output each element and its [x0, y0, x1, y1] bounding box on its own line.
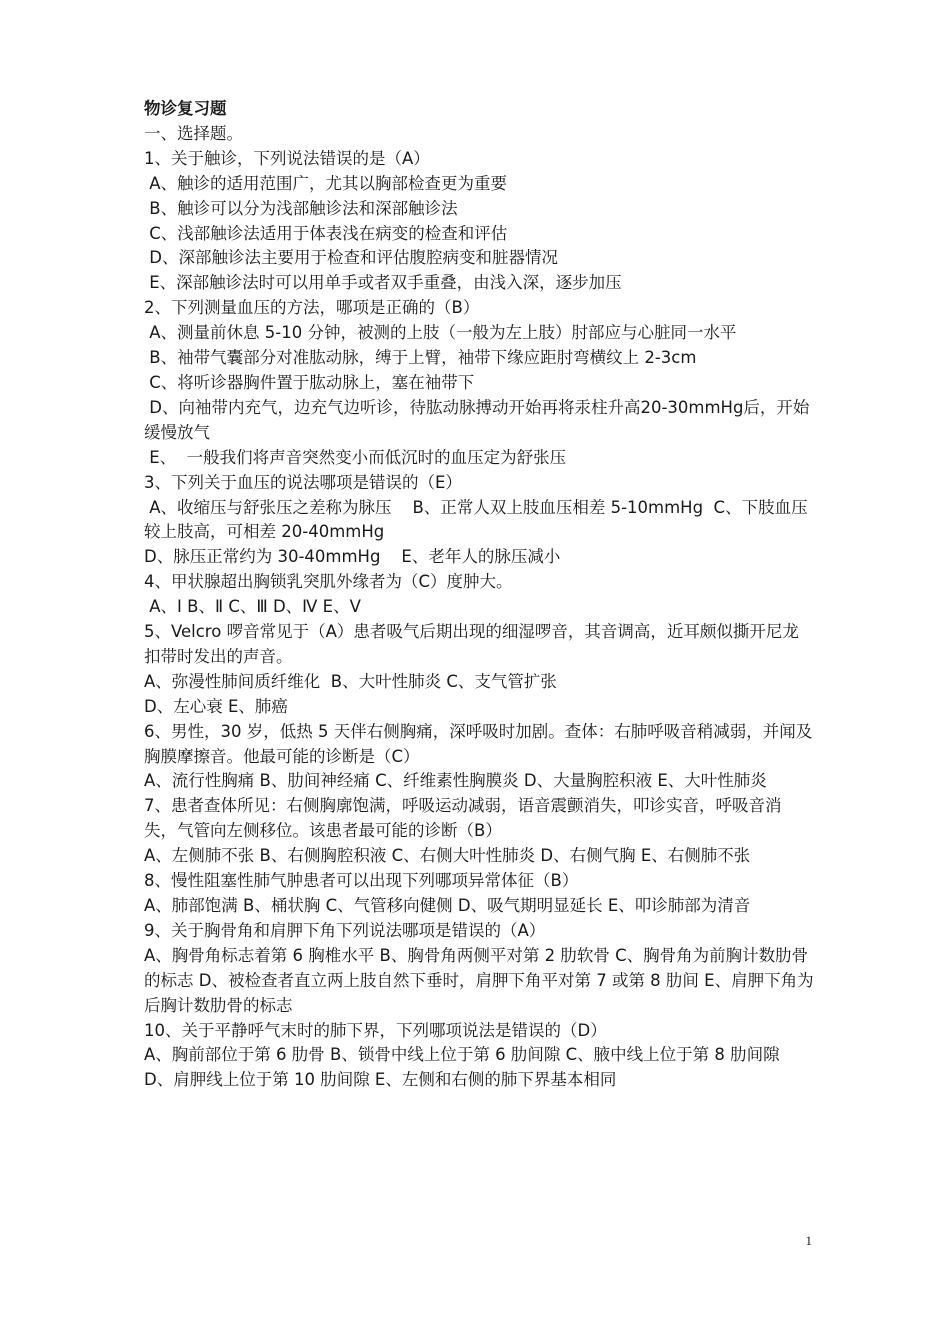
text-line: 2、下列测量血压的方法，哪项是正确的（B） — [144, 298, 480, 318]
text-line: 8、慢性阻塞性肺气肿患者可以出现下列哪项异常体征（B） — [144, 871, 579, 891]
text-line: A、胸骨角标志着第 6 胸椎水平 B、胸骨角两侧平对第 2 肋软骨 C、胸骨角为前胸计数肋骨的标志 D、被检查者直立两上肢自然下垂时，肩胛下角平对第 7 或第 8 肋间 E、肩胛下角为后胸计数肋骨的标志 — [144, 945, 814, 1015]
text-line: 1、关于触诊，下列说法错误的是（A） — [144, 148, 430, 168]
text-line: A、胸前部位于第 6 肋骨 B、锁骨中线上位于第 6 肋间隙 C、腋中线上位于第 8 肋间隙 D、肩胛线上位于第 10 肋间隙 E、左侧和右侧的肺下界基本相同 — [144, 1045, 785, 1090]
document-title: 物诊复习题 — [144, 99, 227, 118]
page-number: 1 — [805, 1233, 812, 1248]
text-line: 3、下列关于血压的说法哪项是错误的（E） — [144, 472, 462, 492]
text-line: A、肺部饱满 B、桶状胸 C、气管移向健侧 D、吸气期明显延长 E、叩诊肺部为清音 — [144, 896, 751, 915]
text-line: A、测量前休息 5-10 分钟，被测的上肢（一般为左上肢）肘部应与心脏同一水平 — [144, 323, 737, 343]
text-line: 10、关于平静呼气末时的肺下界，下列哪项说法是错误的（D） — [144, 1020, 607, 1040]
text-line: 5、Velcro 啰音常见于（A）患者吸气后期出现的细湿啰音，其音调高，近耳颇似撕开尼龙扣带时发出的声音。 — [144, 622, 799, 666]
text-line: 6、男性，30 岁，低热 5 天伴右侧胸痛，深呼吸时加剧。查体：右肺呼吸音稍减弱，并闻及胸膜摩擦音。他最可能的诊断是（C） — [144, 721, 813, 766]
text-line: D、向袖带内充气，边充气边听诊，待肱动脉搏动开始再将汞柱升高20-30mmHg后，开始缓慢放气 — [144, 397, 810, 442]
text-line: D、深部触诊法主要用于检查和评估腹腔病变和脏器情况 — [144, 248, 558, 268]
text-line: C、将听诊器胸件置于肱动脉上，塞在袖带下 — [144, 372, 475, 392]
text-line: A、Ⅰ B、Ⅱ C、Ⅲ D、Ⅳ E、Ⅴ — [144, 597, 361, 617]
text-line: 4、甲状腺超出胸锁乳突肌外缘者为（C）度肿大。 — [144, 572, 513, 592]
text-line: A、触诊的适用范围广，尤其以胸部检查更为重要 — [144, 173, 508, 193]
text-line: B、袖带气囊部分对准肱动脉，缚于上臂，袖带下缘应距肘弯横纹上 2-3cm — [144, 348, 697, 368]
text-line: A、流行性胸痛 B、肋间神经痛 C、纤维素性胸膜炎 D、大量胸腔积液 E、大叶性肺炎 — [144, 771, 767, 791]
text-line: E、深部触诊法时可以用单手或者双手重叠，由浅入深，逐步加压 — [144, 273, 622, 293]
text-line: A、弥漫性肺间质纤维化 B、大叶性肺炎 C、支气管扩张 — [144, 671, 557, 691]
text-line: 一、选择题。 — [144, 123, 243, 143]
text-line: A、左侧肺不张 B、右侧胸腔积液 C、右侧大叶性肺炎 D、右侧气胸 E、右侧肺不张 — [144, 846, 751, 866]
text-line: 7、患者查体所见：右侧胸廓饱满，呼吸运动减弱，语音震颤消失，叩诊实音，呼吸音消失，气管向左侧移位。该患者最可能的诊断（B） — [144, 796, 782, 841]
text-line: B、触诊可以分为浅部触诊法和深部触诊法 — [144, 198, 458, 218]
text-line: C、浅部触诊法适用于体表浅在病变的检查和评估 — [144, 223, 508, 243]
text-line: D、脉压正常约为 30-40mmHg E、老年人的脉压减小 — [144, 547, 561, 567]
document-body — [144, 97, 814, 1093]
text-line: A、收缩压与舒张压之差称为脉压 B、正常人双上肢血压相差 5-10mmHg C、下肢血压较上肢高，可相差 20-40mmHg — [144, 497, 808, 542]
text-line: D、左心衰 E、肺癌 — [144, 696, 288, 716]
text-line: 9、关于胸骨角和肩胛下角下列说法哪项是错误的（A） — [144, 920, 546, 940]
text-line: E、 一般我们将声音突然变小而低沉时的血压定为舒张压 — [144, 447, 567, 467]
